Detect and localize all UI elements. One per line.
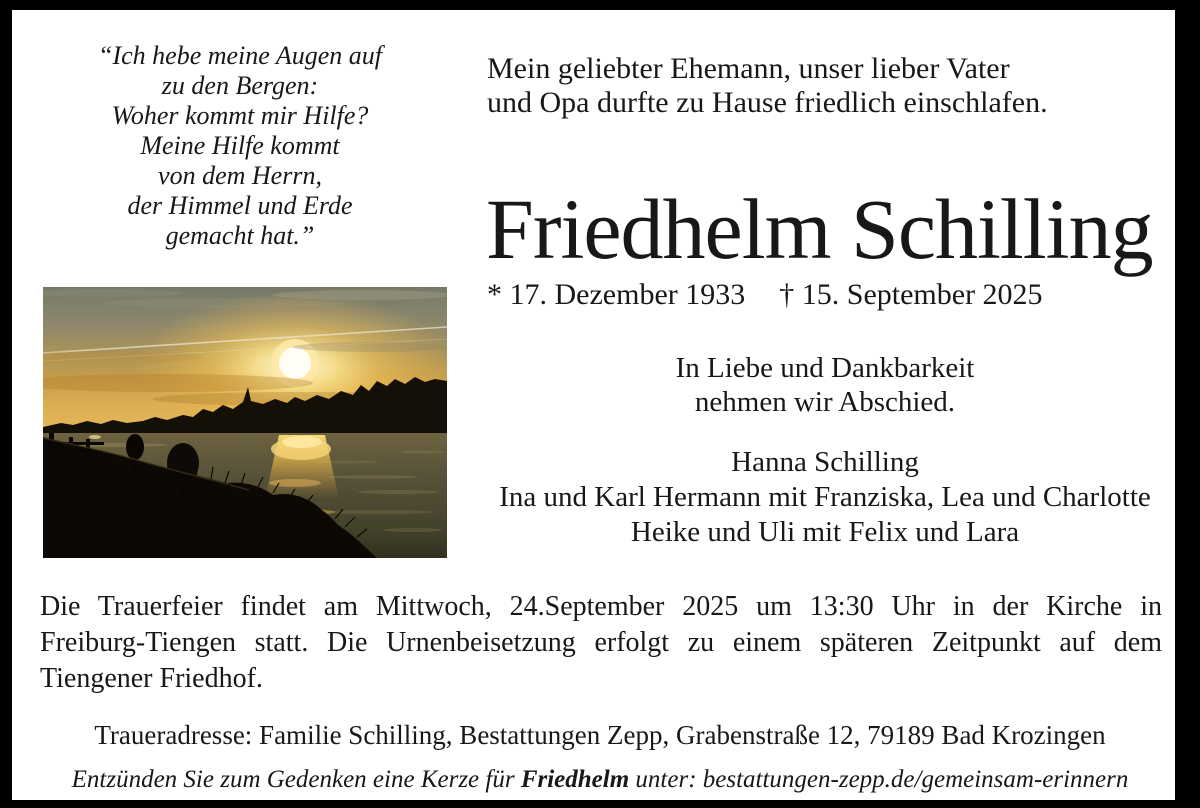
mourning-address: Traueradresse: Familie Schilling, Bestattungen Zepp, Grabenstraße 12, 79189 Bad Krozingen xyxy=(94,720,1106,750)
sunset-photo-graphic xyxy=(43,287,447,558)
candle-note-prefix: Entzünden Sie zum Gedenken eine Kerze für xyxy=(71,766,521,793)
family-line: Heike und Uli mit Felix und Lara xyxy=(630,516,1020,548)
quote-line: von dem Herrn, xyxy=(158,161,322,190)
sunset-photo xyxy=(43,287,447,558)
death-date: † 15. September 2025 xyxy=(779,278,1043,311)
life-dates xyxy=(487,277,1043,313)
birth-date: * 17. Dezember 1933 xyxy=(487,278,746,311)
memorial-quote xyxy=(40,41,440,251)
farewell-line: nehmen wir Abschied. xyxy=(694,386,956,418)
quote-line: Woher kommt mir Hilfe? xyxy=(111,101,369,130)
announcement-line: Tiengener Friedhof. xyxy=(40,663,263,694)
quote-line: zu den Bergen: xyxy=(161,71,319,100)
intro-text xyxy=(487,52,1048,120)
intro-line: Mein geliebter Ehemann, unser lieber Vater xyxy=(487,52,1010,85)
farewell-text xyxy=(485,351,1165,419)
deceased-name: Friedhelm Schilling xyxy=(486,181,1153,277)
candle-note-suffix: unter: bestattungen-zepp.de/gemeinsam-erinnern xyxy=(629,766,1129,793)
candle-note-name: Friedhelm xyxy=(520,766,630,793)
funeral-announcement xyxy=(40,589,1162,697)
candle-note xyxy=(0,765,1200,795)
quote-line: Meine Hilfe kommt xyxy=(140,131,340,160)
announcement-line: Freiburg-Tiengen statt. Die Urnenbeisetzung erfolgt zu einem späteren Zeitpunkt auf dem xyxy=(40,627,1162,658)
announcement-line: Die Trauerfeier findet am Mittwoch, 24.September 2025 um 13:30 Uhr in der Kirche in xyxy=(40,591,1162,622)
farewell-line: In Liebe und Dankbarkeit xyxy=(675,352,975,384)
family-line: Hanna Schilling xyxy=(731,446,919,478)
sun xyxy=(279,347,311,379)
quote-line: gemacht hat.” xyxy=(165,221,315,250)
family-line: Ina und Karl Hermann mit Franziska, Lea und Charlotte xyxy=(499,481,1151,513)
intro-line: und Opa durfte zu Hause friedlich einschlafen. xyxy=(487,86,1048,119)
quote-line: “Ich hebe meine Augen auf xyxy=(98,41,382,70)
quote-line: der Himmel und Erde xyxy=(127,191,353,220)
family-names xyxy=(485,445,1165,550)
